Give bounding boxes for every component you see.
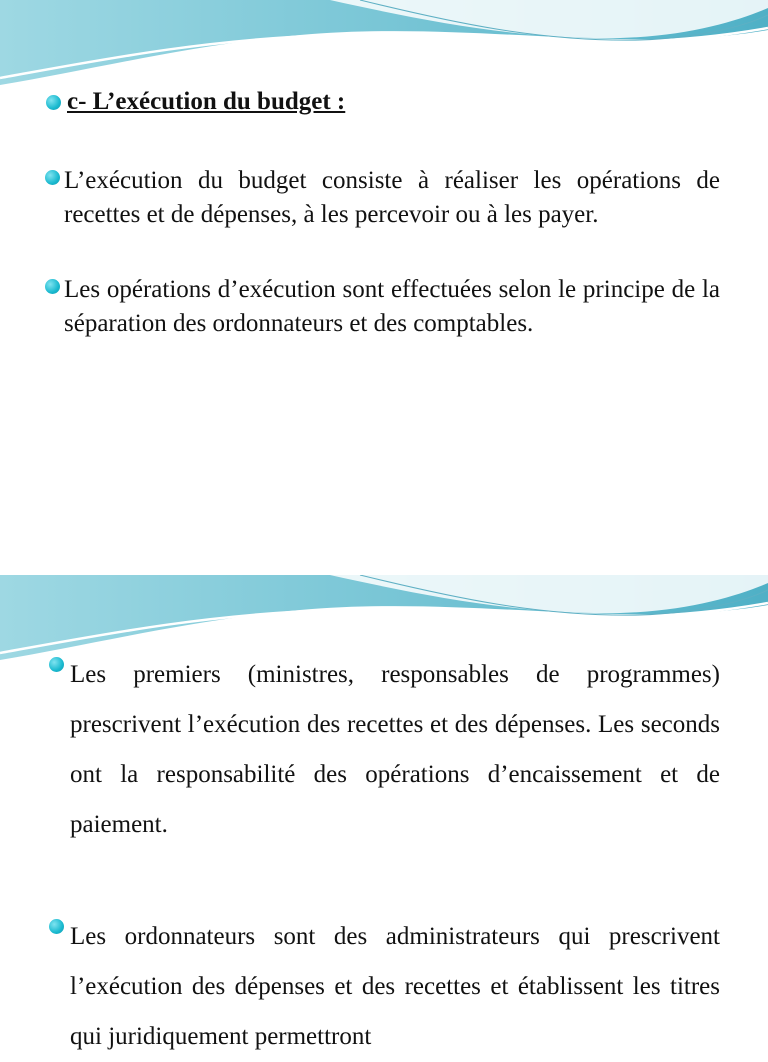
- header-wave-decoration: [0, 0, 768, 90]
- bullet-icon: [46, 95, 61, 110]
- bullet-text: L’exécution du budget consiste à réaliser les opérations de recettes et de dépenses, à les percevoir ou à les payer.: [64, 167, 720, 228]
- bullet-text: Les premiers (ministres, responsables de programmes) prescrivent l’exécution des recettes et des dépenses. Les seconds ont la responsabilité des opérations d’encaissement et de paiement.: [70, 661, 720, 838]
- bullet-text: Les opérations d’exécution sont effectuées selon le principe de la séparation des ordonnateurs et des comptables.: [64, 276, 720, 337]
- bullet-icon: [45, 279, 60, 294]
- bullet-icon: [45, 170, 60, 185]
- bullet-text: Les ordonnateurs sont des administrateurs qui prescrivent l’exécution des dépenses et des recettes et établissent les titres qui juridiquement permettront: [70, 923, 720, 1050]
- slide-title: c- L’exécution du budget :: [67, 88, 346, 115]
- slide-separator: [0, 560, 768, 575]
- bullet-icon: [49, 657, 64, 672]
- bullet-icon: [49, 919, 64, 934]
